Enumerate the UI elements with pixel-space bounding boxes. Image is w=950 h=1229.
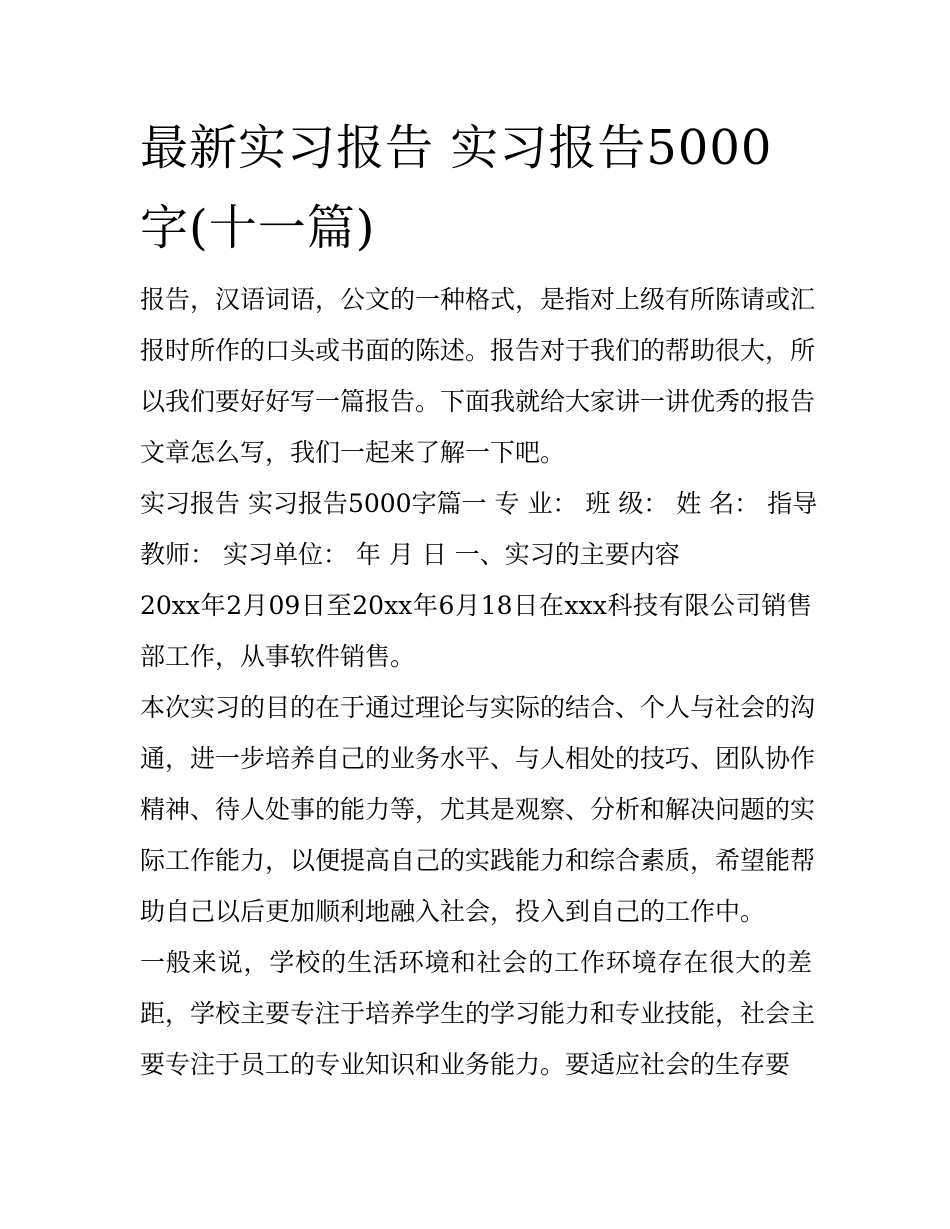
paragraph [140, 943, 816, 1096]
text-line: 通，进一步培养自己的业务水平、与人相处的技巧、团队协作 [140, 744, 816, 773]
paragraph [140, 688, 816, 943]
text-line: 精神、待人处事的能力等，尤其是观察、分析和解决问题的实 [140, 795, 816, 824]
text-line: 实习报告 实习报告5000字篇一 专 业： 班 级： 姓 名： 指导 [140, 489, 818, 518]
text-line: 际工作能力，以便提高自己的实践能力和综合素质，希望能帮 [140, 846, 816, 875]
text-line: 本次实习的目的在于通过理论与实际的结合、个人与社会的沟 [140, 693, 816, 722]
text-line: 部工作，从事软件销售。 [140, 642, 416, 671]
text-line: 要专注于员工的专业知识和业务能力。要适应社会的生存要 [140, 1050, 791, 1079]
text-line: 报告，汉语词语，公文的一种格式，是指对上级有所陈请或汇 [140, 285, 816, 314]
text-line: 20xx年2月09日至20xx年6月18日在xxx科技有限公司销售 [140, 591, 812, 620]
text-line: 报时所作的口头或书面的陈述。报告对于我们的帮助很大，所 [140, 336, 816, 365]
paragraph [140, 280, 816, 484]
text-line: 教师： 实习单位： 年 月 日 一、实习的主要内容 [140, 540, 680, 569]
paragraph [140, 586, 812, 688]
text-line: 助自己以后更加顺利地融入社会，投入到自己的工作中。 [140, 897, 766, 926]
text-line: 距，学校主要专注于培养学生的学习能力和专业技能，社会主 [140, 999, 816, 1028]
document-title-line-1: 最新实习报告 实习报告5000 [140, 120, 773, 176]
document-title-line-2: 字(十一篇) [140, 200, 376, 256]
text-line: 以我们要好好写一篇报告。下面我就给大家讲一讲优秀的报告 [140, 387, 816, 416]
document-body [140, 280, 818, 1096]
text-line: 一般来说，学校的生活环境和社会的工作环境存在很大的差 [140, 948, 812, 977]
text-line: 文章怎么写，我们一起来了解一下吧。 [140, 438, 566, 467]
paragraph [140, 484, 818, 586]
